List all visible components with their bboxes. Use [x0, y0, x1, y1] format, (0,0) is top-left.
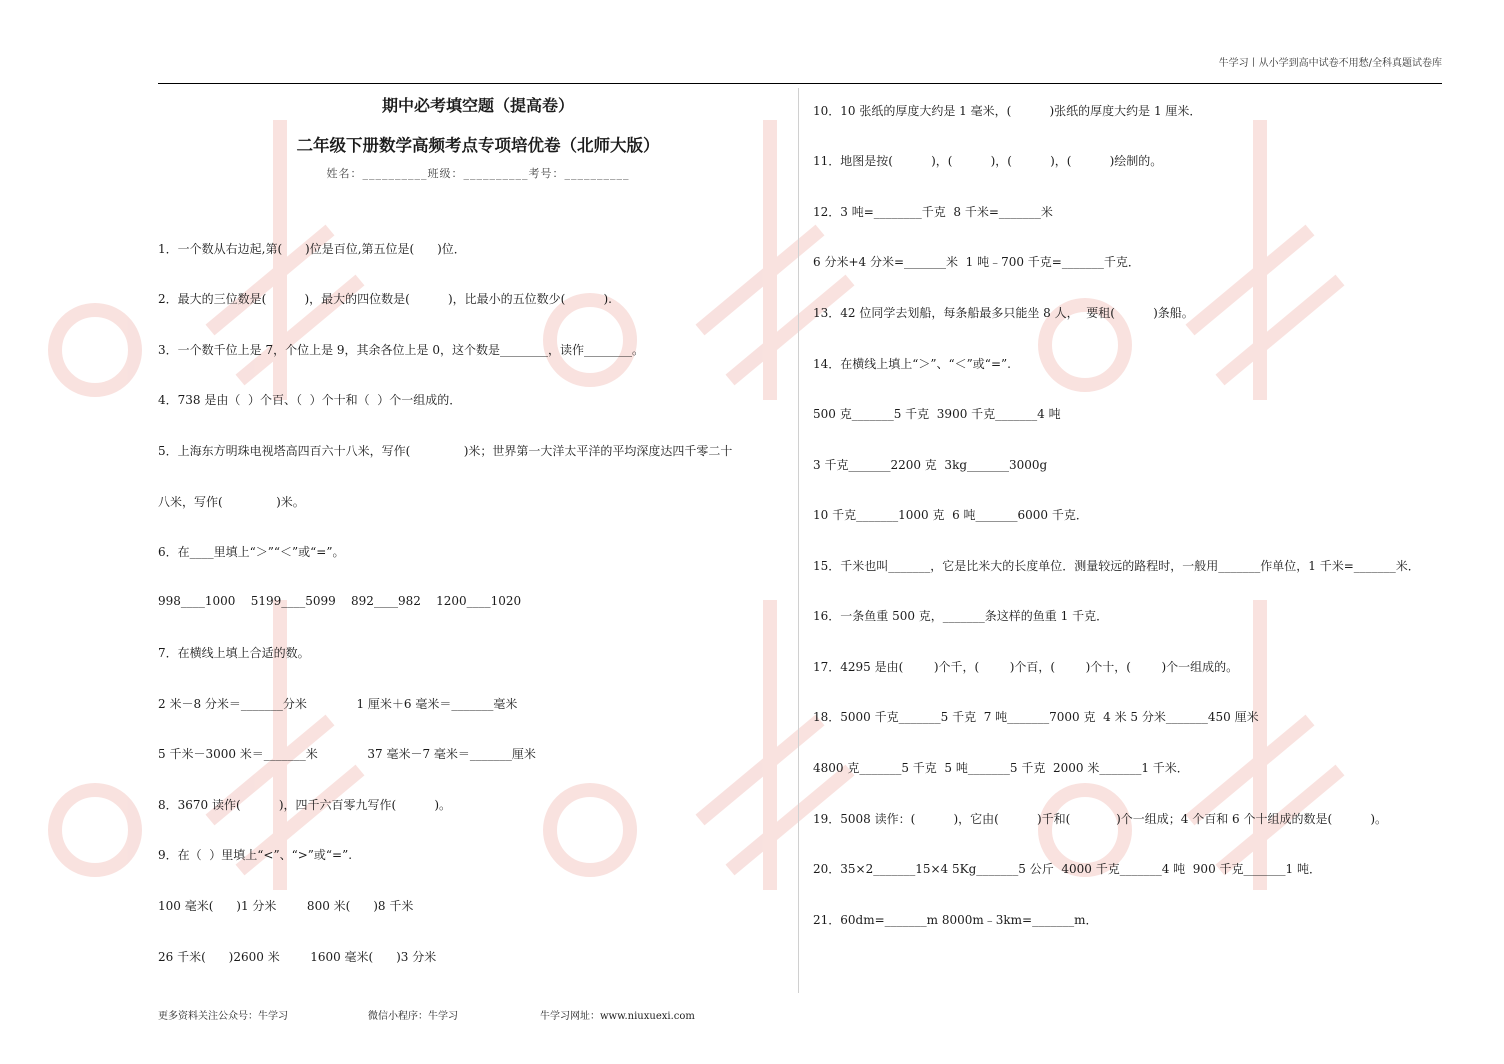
left-column: [158, 0, 788, 964]
footer-website-link[interactable]: 牛学习网址：www.niuxuexi.com: [540, 1011, 695, 1022]
question-line: 20．35×2_______15×4 5Kg_______5 公斤 4000 千克_______4 吨 900 千克_______1 吨．: [813, 862, 1321, 876]
watermark-logo-icon: [1190, 600, 1340, 890]
question-line: 8．3670 读作( )，四千六百零九写作( )。: [158, 798, 452, 812]
question-line: 16．一条鱼重 500 克，_______条这样的鱼重 1 千克．: [813, 609, 1109, 623]
question-line: 7．在横线上填上合适的数。: [158, 646, 310, 660]
question-line: 3 千克_______2200 克 3kg_______3000g: [813, 458, 1048, 472]
watermark-logo-icon: [55, 310, 135, 390]
watermark-logo-icon: [550, 790, 630, 870]
question-line: 100 毫米( )1 分米 800 米( )8 千米: [158, 899, 414, 913]
question-line: 15．千米也叫_______，它是比米大的长度单位．测量较远的路程时，一般用_______作单位，1 千米=_______米．: [813, 559, 1420, 573]
question-line: 6．在____里填上“＞”“＜”或“=”。: [158, 545, 345, 559]
watermark-logo-icon: [1045, 790, 1125, 870]
question-line: 13．42 位同学去划船，每条船最多只能坐 8 人， 要租( )条船。: [813, 306, 1194, 320]
footer-mini-program: 微信小程序：牛学习: [368, 1011, 458, 1022]
question-line: 5．上海东方明珠电视塔高四百六十八米，写作( )米；世界第一大洋太平洋的平均深度达四千零二十: [158, 444, 733, 458]
question-line: 4800 克_______5 千克 5 吨_______5 千克 2000 米_______1 千米．: [813, 761, 1189, 775]
watermark-logo-icon: [700, 600, 850, 890]
question-line: 11．地图是按( )，( )，( )，( )绘制的。: [813, 154, 1163, 168]
question-line: 八米，写作( )米。: [158, 495, 305, 509]
page-title: 期中必考填空题（提高卷）: [381, 96, 574, 115]
question-line: 1．一个数从右边起,第( )位是百位,第五位是( )位．: [158, 242, 466, 256]
question-line: 17．4295 是由( )个千，( )个百，( )个十，( )个一组成的。: [813, 660, 1239, 674]
header-site-text: 牛学习丨从小学到高中试卷不用愁/全科真题试卷库: [1218, 58, 1442, 69]
question-line: 21．60dm=_______m 8000m﹣3km=_______m．: [813, 913, 1098, 927]
question-line: 4．738 是由（ ）个百、（ ）个十和（ ）个一组成的．: [158, 393, 462, 407]
question-line: 3．一个数千位上是 7，个位上是 9，其余各位上是 0，这个数是________，读作________。: [158, 343, 644, 357]
question-line: 500 克_______5 千克 3900 千克_______4 吨: [813, 407, 1061, 421]
student-info-fields: 姓名：__________班级：__________考号：__________: [326, 167, 630, 180]
watermark-logo-icon: [550, 300, 630, 380]
question-line: 10．10 张纸的厚度大约是 1 毫米，( )张纸的厚度大约是 1 厘米．: [813, 104, 1202, 118]
question-line: 9．在（ ）里填上“<”、“>”或“=”.: [158, 848, 353, 862]
question-line: 10 千克_______1000 克 6 吨_______6000 千克．: [813, 508, 1088, 522]
watermark-logo-icon: [55, 790, 135, 870]
footer-wechat-account: 更多资料关注公众号：牛学习: [158, 1011, 288, 1022]
right-column: [813, 0, 1441, 927]
question-line: 6 分米+4 分米=_______米 1 吨﹣700 千克=_______千克．: [813, 255, 1140, 269]
question-line: 26 千米( )2600 米 1600 毫米( )3 分米: [158, 950, 437, 964]
column-divider: [798, 88, 799, 993]
question-line: 12．3 吨=________千克 8 千米=_______米: [813, 205, 1053, 219]
question-line: 2．最大的三位数是( )，最大的四位数是( )，比最小的五位数少( ).: [158, 292, 612, 306]
question-line: 18．5000 千克_______5 千克 7 吨_______7000 克 4 米 5 分米_______450 厘米: [813, 710, 1259, 724]
question-line: 998____1000 5199____5099 892____982 1200____1020: [158, 594, 522, 608]
question-line: 14．在横线上填上“＞”、“＜”或“=”.: [813, 357, 1011, 371]
question-line: 2 米－8 分米＝_______分米 1 厘米＋6 毫米＝_______毫米: [158, 697, 518, 711]
question-line: 5 千米－3000 米＝_______米 37 毫米－7 毫米＝_______厘米: [158, 747, 536, 761]
question-line: 19．5008 读作：( )，它由( )千和( )个一组成；4 个百和 6 个十组成的数是( )。: [813, 812, 1387, 826]
page-subtitle: 二年级下册数学高频考点专项培优卷（北师大版）: [296, 136, 660, 155]
